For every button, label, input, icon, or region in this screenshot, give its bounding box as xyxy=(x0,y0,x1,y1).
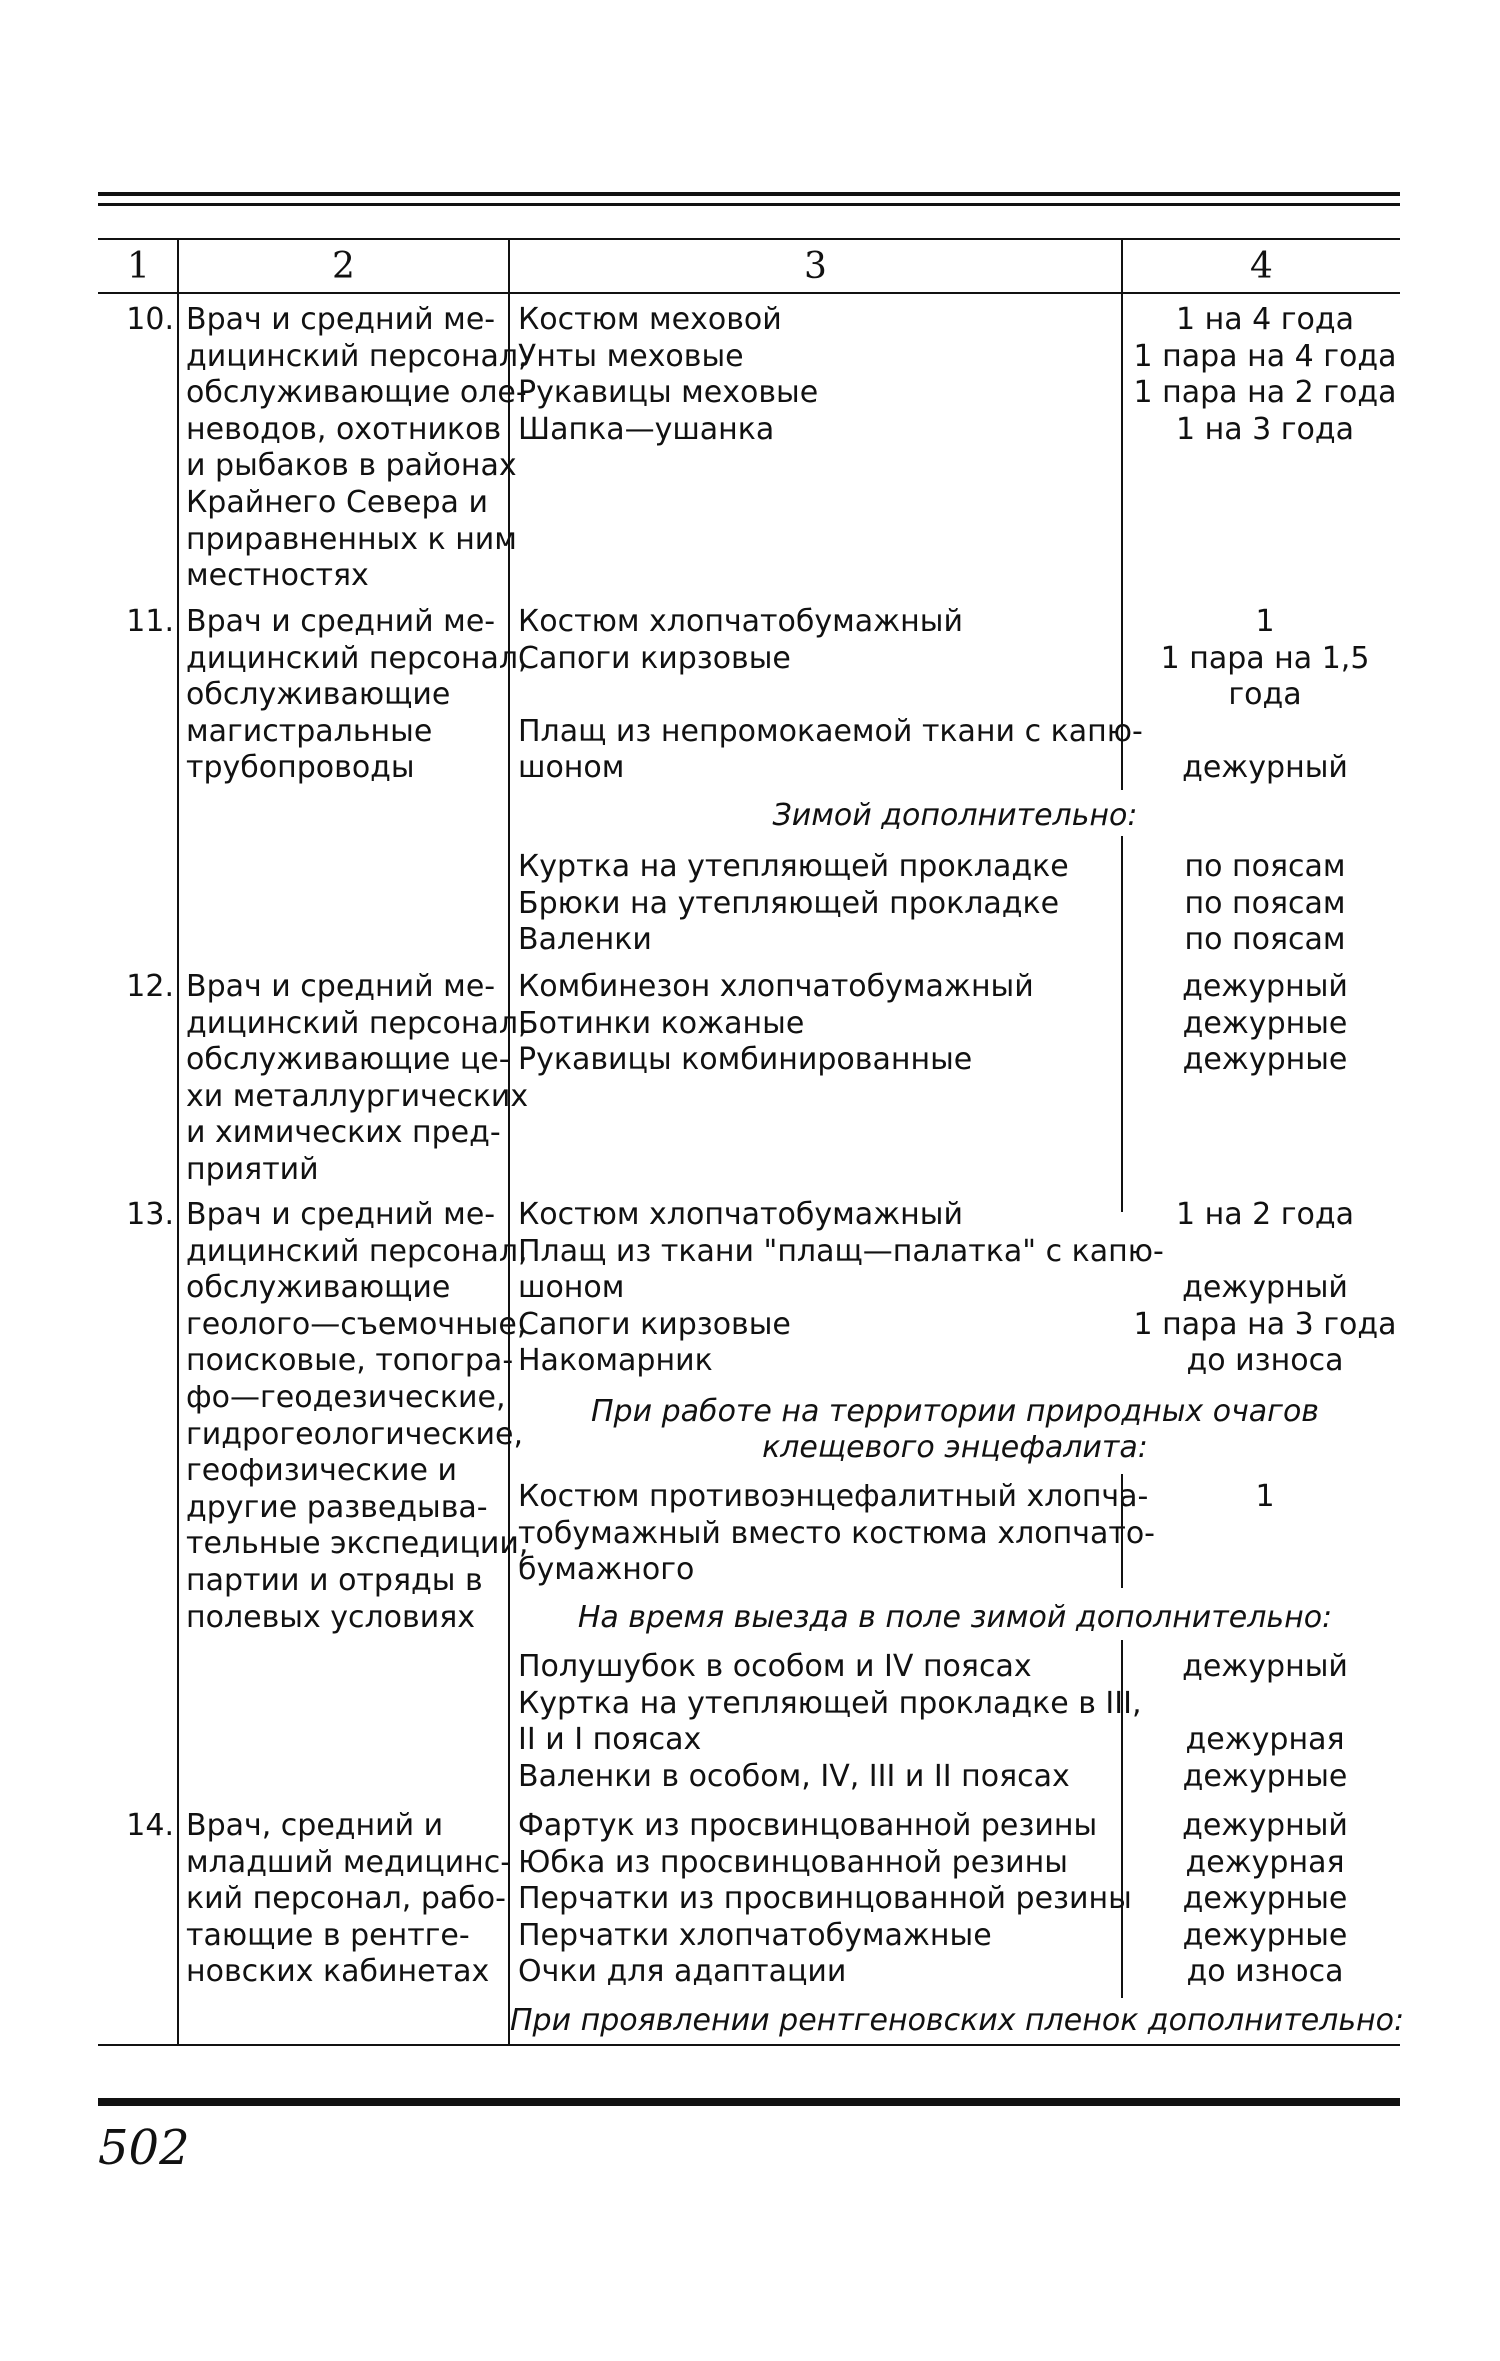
position-text: и химических пред- xyxy=(186,1115,501,1151)
position-text: дицинский персонал, xyxy=(186,640,528,676)
row-number: 14. xyxy=(126,1808,174,1843)
position-text: обслуживающие xyxy=(186,1270,451,1306)
wear-term: года xyxy=(1228,677,1302,713)
wear-term: 1 xyxy=(1255,1479,1275,1514)
clothing-item: Ботинки кожаные xyxy=(518,1005,805,1041)
position-text: обслуживающие xyxy=(186,677,451,713)
footer-thick-rule xyxy=(98,2098,1400,2106)
column-header-4: 4 xyxy=(1250,246,1273,287)
row-number: 11. xyxy=(126,604,174,639)
position-text: дицинский персонал, xyxy=(186,1005,528,1041)
position-text: дицинский персонал, xyxy=(186,338,528,374)
clothing-item: Сапоги кирзовые xyxy=(518,1306,791,1342)
clothing-item: Юбка из просвинцованной резины xyxy=(518,1844,1068,1880)
wear-term: дежурный xyxy=(1182,1270,1348,1306)
clothing-item: тобумажный вместо костюма хлопчато- xyxy=(518,1515,1156,1551)
row-number: 13. xyxy=(126,1197,174,1232)
header-bottom-border xyxy=(98,292,1400,294)
wear-term: дежурные xyxy=(1182,1005,1348,1041)
column-header-2: 2 xyxy=(332,246,355,287)
wear-term: 1 на 4 года xyxy=(1175,302,1355,337)
position-text: и рыбаков в районах xyxy=(186,448,517,484)
row-number: 10. xyxy=(126,302,174,337)
position-text: Врач, средний и xyxy=(186,1808,444,1843)
clothing-item: Куртка на утепляющей прокладке в III, xyxy=(518,1685,1142,1721)
position-text: геолого—съемочные, xyxy=(186,1306,527,1342)
position-text: тельные экспедиции, xyxy=(186,1526,529,1562)
clothing-item: Брюки на утепляющей прокладке xyxy=(518,885,1060,921)
wear-term: 1 на 2 года xyxy=(1175,1197,1355,1232)
column-header-1: 1 xyxy=(127,246,150,287)
wear-term: 1 пара на 1,5 xyxy=(1160,640,1370,676)
wear-term: дежурные xyxy=(1182,1881,1348,1917)
clothing-item: Куртка на утепляющей прокладке xyxy=(518,849,1069,884)
position-text: Крайнего Севера и xyxy=(186,485,488,520)
position-text: хи металлургических xyxy=(186,1078,529,1114)
top-double-rule-1 xyxy=(98,192,1400,196)
clothing-item: Костюм хлопчатобумажный xyxy=(518,604,963,639)
position-text: партии и отряды в xyxy=(186,1563,483,1598)
section-note: При работе на территории природных очагов xyxy=(591,1394,1319,1429)
wear-term: дежурные xyxy=(1182,1758,1348,1794)
clothing-item: Фартук из просвинцованной резины xyxy=(518,1808,1098,1843)
clothing-item: Комбинезон хлопчатобумажный xyxy=(518,969,1034,1004)
position-text: магистральные xyxy=(186,713,433,749)
position-text: поисковые, топогра- xyxy=(186,1343,514,1379)
clothing-item: Костюм противоэнцефалитный хлопча- xyxy=(518,1479,1149,1514)
clothing-item: Плащ из ткани "плащ—палатка" с капю- xyxy=(518,1233,1164,1269)
position-text: неводов, охотников xyxy=(186,411,502,447)
clothing-item: Валенки в особом, IV, III и II поясах xyxy=(518,1758,1070,1794)
wear-term: по поясам xyxy=(1184,849,1346,884)
wear-term: по поясам xyxy=(1184,922,1346,958)
clothing-item: Полушубок в особом и IV поясах xyxy=(518,1649,1032,1684)
wear-term: дежурный xyxy=(1182,1808,1348,1843)
clothing-item: Плащ из непромокаемой ткани с капю- xyxy=(518,713,1143,749)
clothing-item: шоном xyxy=(518,1270,625,1306)
section-note: Зимой дополнительно: xyxy=(772,798,1138,833)
clothing-item: Накомарник xyxy=(518,1343,713,1379)
position-text: местностях xyxy=(186,558,369,594)
position-text: полевых условиях xyxy=(186,1599,476,1635)
page-number: 502 xyxy=(98,2120,190,2176)
clothing-item: Унты меховые xyxy=(518,338,744,374)
position-text: приятий xyxy=(186,1152,319,1187)
position-text: младший медицинс- xyxy=(186,1844,512,1880)
table-bottom-border xyxy=(98,2044,1400,2046)
column-divider-2 xyxy=(508,238,510,2046)
position-text: дицинский персонал, xyxy=(186,1233,528,1269)
column-divider-3 xyxy=(1121,238,1123,790)
wear-term: дежурные xyxy=(1182,1042,1348,1078)
position-text: Врач и средний ме- xyxy=(186,1197,496,1232)
position-text: Врач и средний ме- xyxy=(186,604,496,639)
position-text: другие разведыва- xyxy=(186,1489,488,1525)
section-note: На время выезда в поле зимой дополнительно: xyxy=(577,1600,1333,1635)
position-text: Врач и средний ме- xyxy=(186,969,496,1004)
section-note: При проявлении рентгеновских пленок дополнительно: xyxy=(510,2003,1405,2038)
clothing-item: бумажного xyxy=(518,1552,695,1588)
clothing-item: Перчатки из просвинцованной резины xyxy=(518,1881,1132,1917)
wear-term: до износа xyxy=(1186,1343,1344,1379)
clothing-item: Очки для адаптации xyxy=(518,1954,847,1990)
column-header-3: 3 xyxy=(804,246,827,287)
position-text: тающие в рентге- xyxy=(186,1917,470,1953)
section-note: клещевого энцефалита: xyxy=(762,1430,1148,1465)
wear-term: дежурная xyxy=(1185,1844,1345,1880)
column-divider-1 xyxy=(177,238,179,2046)
position-text: обслуживающие оле- xyxy=(186,375,527,411)
wear-term: по поясам xyxy=(1184,885,1346,921)
clothing-item: Костюм хлопчатобумажный xyxy=(518,1197,963,1232)
position-text: приравненных к ним xyxy=(186,521,517,557)
table-top-border xyxy=(98,238,1400,240)
position-text: геофизические и xyxy=(186,1453,457,1489)
wear-term: дежурные xyxy=(1182,1917,1348,1953)
position-text: Врач и средний ме- xyxy=(186,302,496,337)
clothing-item: шоном xyxy=(518,750,625,786)
position-text: фо—геодезические, xyxy=(186,1380,506,1415)
row-number: 12. xyxy=(126,969,174,1004)
wear-term: дежурный xyxy=(1182,750,1348,786)
clothing-item: Рукавицы комбинированные xyxy=(518,1042,973,1078)
clothing-item: Сапоги кирзовые xyxy=(518,640,791,676)
wear-term: 1 пара на 4 года xyxy=(1133,338,1397,374)
position-text: обслуживающие це- xyxy=(186,1042,510,1078)
wear-term: 1 на 3 года xyxy=(1175,411,1355,447)
wear-term: дежурная xyxy=(1185,1722,1345,1758)
wear-term: до износа xyxy=(1186,1954,1344,1990)
clothing-item: Валенки xyxy=(518,922,652,958)
wear-term: 1 xyxy=(1255,604,1275,639)
wear-term: дежурный xyxy=(1182,1649,1348,1684)
wear-term: 1 пара на 2 года xyxy=(1133,375,1397,411)
position-text: кий персонал, рабо- xyxy=(186,1881,506,1917)
position-text: трубопроводы xyxy=(186,750,415,786)
clothing-item: Шапка—ушанка xyxy=(518,411,775,447)
clothing-item: Костюм меховой xyxy=(518,302,782,337)
clothing-item: II и I поясах xyxy=(518,1722,702,1758)
position-text: гидрогеологические, xyxy=(186,1416,524,1452)
top-double-rule-2 xyxy=(98,203,1400,206)
wear-term: дежурный xyxy=(1182,969,1348,1004)
position-text: новских кабинетах xyxy=(186,1954,490,1990)
clothing-item: Рукавицы меховые xyxy=(518,375,819,411)
column-divider-3 xyxy=(1121,836,1123,1212)
clothing-item: Перчатки хлопчатобумажные xyxy=(518,1917,992,1953)
wear-term: 1 пара на 3 года xyxy=(1133,1306,1397,1342)
